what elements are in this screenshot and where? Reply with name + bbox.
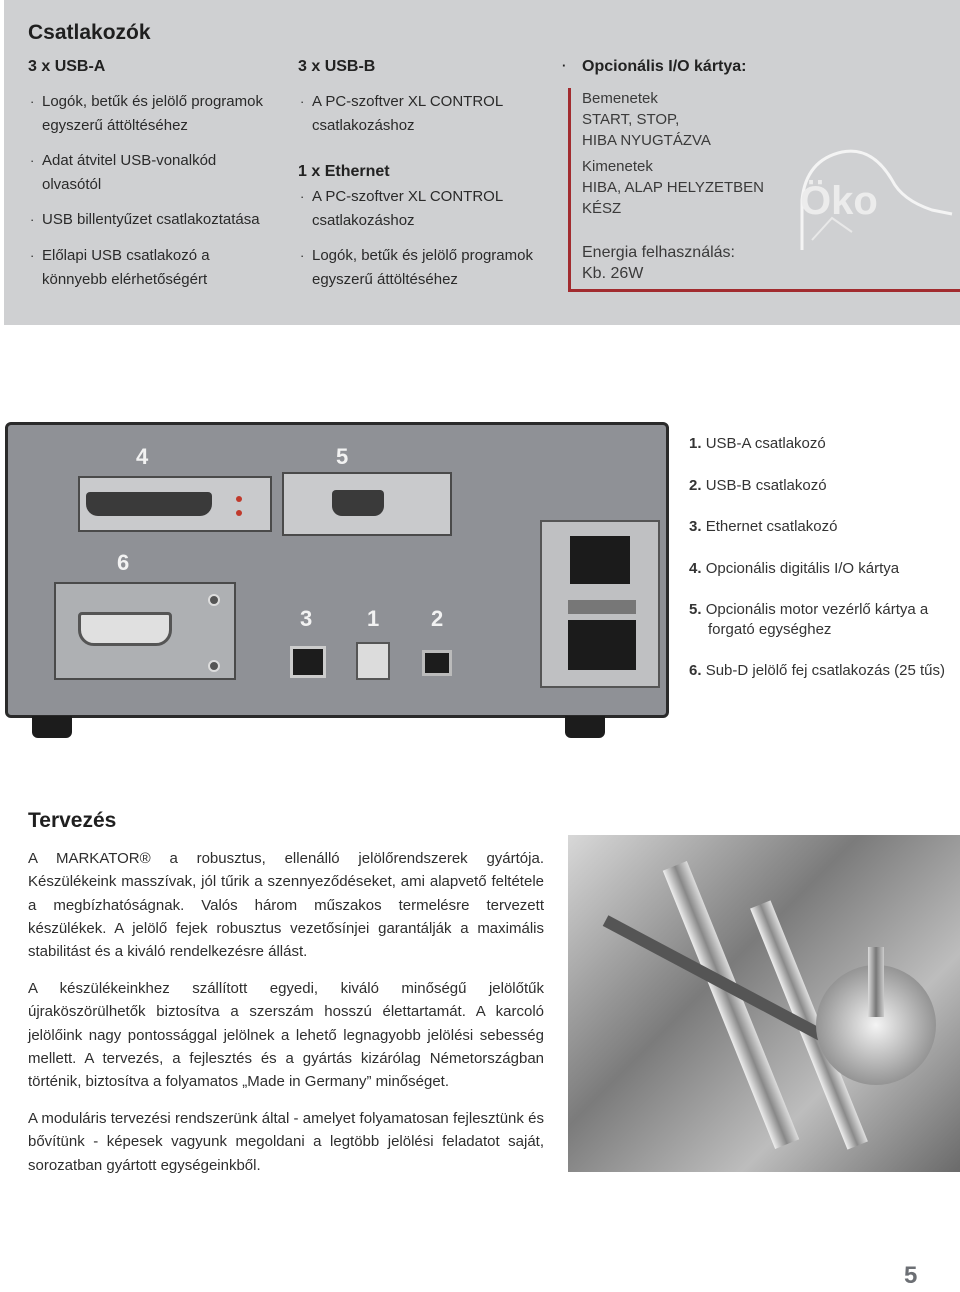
usb-a-port-icon <box>356 642 390 680</box>
col1-item: · USB billentyűzet csatlakoztatása <box>30 211 260 228</box>
device-label-4: 4 <box>136 444 149 469</box>
power-socket-icon <box>568 620 636 670</box>
col1-title: 3 x USB-A <box>28 58 106 75</box>
led-icon <box>236 496 242 502</box>
col3-title: · Opcionális I/O kártya: <box>562 58 747 75</box>
device-foot <box>32 716 72 738</box>
col2-item: · A PC-szoftver XL CONTROL csatlakozáshoz <box>300 188 503 229</box>
col1-item: · Előlapi USB csatlakozó a könnyebb elérhetőségért <box>30 247 210 288</box>
caption-item: 3. Ethernet csatlakozó <box>689 518 838 535</box>
head-connector-plate <box>54 582 236 680</box>
energy-value: Kb. 26W <box>582 265 644 282</box>
motor-card-plate <box>282 472 452 536</box>
col1-item: · Adat átvitel USB-vonalkód olvasótól <box>30 152 217 193</box>
dsub-connector-icon <box>332 490 384 516</box>
outputs-line: HIBA, ALAP HELYZETBEN <box>582 179 765 196</box>
section-title: Csatlakozók <box>28 21 151 44</box>
inputs-line: START, STOP, <box>582 111 680 128</box>
dsub-connector-icon <box>86 492 212 516</box>
caption-item: 2. USB-B csatlakozó <box>689 477 827 494</box>
device-foot <box>565 716 605 738</box>
device-label-2: 2 <box>431 606 444 631</box>
device-label-1: 1 <box>367 606 380 631</box>
col1-item: · Logók, betűk és jelölő programok egyszerű áttöltéséhez <box>30 93 263 134</box>
inputs-label: Bemenetek <box>582 90 658 107</box>
design-paragraph: A készülékeinkhez szállított egyedi, kiváló minőségű jelölőtűk újraköszörülhetők biztosítva a szerszám hosszú élettartamát. A karcoló jelölőink nagy pontossággal jelölnek a lehető legnagyobb jelölési sebesség mellett. A tervezés, a fejlesztés és a gyártás kizárólag Németországban történik, biztosítva a folyamatos „Made in Germany” minőséget. <box>28 980 544 1091</box>
outputs-label: Kimenetek <box>582 158 653 175</box>
power-module <box>540 520 660 688</box>
design-paragraph: A MARKATOR® a robusztus, ellenálló jelölőrendszerek gyártója. Készülékeink masszívak, jól tűrik a szennyeződéseket, ami alapvető feltétele a megbízhatóságnak. Valós három műszakos termelésre tervezett készülékek. A jelölő fejek robusztus vezetősínjei garantálják a maximális stabilitást és a kiváló rendelkezésre állást. <box>28 850 544 961</box>
caption-item: 1. USB-A csatlakozó <box>689 435 826 452</box>
screw-icon <box>208 660 220 672</box>
device-label-3: 3 <box>300 606 313 631</box>
device-label-5: 5 <box>336 444 349 469</box>
col2-subtitle: 1 x Ethernet <box>298 163 390 180</box>
oko-logo-text: Öko <box>800 179 878 223</box>
screw-icon <box>208 594 220 606</box>
design-title: Tervezés <box>28 809 117 832</box>
caption-item: 4. Opcionális digitális I/O kártya <box>689 560 900 577</box>
col2-item: · Logók, betűk és jelölő programok egyszerű áttöltéséhez <box>300 247 533 288</box>
caption-item: 6. Sub-D jelölő fej csatlakozás (25 tűs) <box>689 662 945 679</box>
outputs-line: KÉSZ <box>582 200 622 217</box>
power-switch <box>570 536 630 584</box>
oko-logo-icon <box>792 140 960 252</box>
caption-item: 5. Opcionális motor vezérlő kártya a forgató egységhez <box>689 601 929 638</box>
energy-label: Energia felhasználás: <box>582 244 735 261</box>
col2-item: · A PC-szoftver XL CONTROL csatlakozáshoz <box>300 93 503 134</box>
marking-head-photo <box>568 835 960 1172</box>
device-label-6: 6 <box>117 550 130 575</box>
io-card-plate <box>78 476 272 532</box>
col2-title: 3 x USB-B <box>298 58 376 75</box>
design-paragraph: A moduláris tervezési rendszerünk által - amelyet folyamatosan fejlesztünk és bővítünk - képesek vagyunk megoldani a legtöbb jelölési feladatot saját, sorozatban gyártott egységeinkből. <box>28 1110 544 1174</box>
fuse-holder <box>568 600 636 614</box>
page-number: 5 <box>904 1262 918 1289</box>
usb-b-port-icon <box>422 650 452 676</box>
ethernet-port-icon <box>290 646 326 678</box>
marking-pin <box>868 947 884 1017</box>
inputs-line: HIBA NYUGTÁZVA <box>582 132 711 149</box>
led-icon <box>236 510 242 516</box>
subd-25-connector-icon <box>78 612 172 646</box>
